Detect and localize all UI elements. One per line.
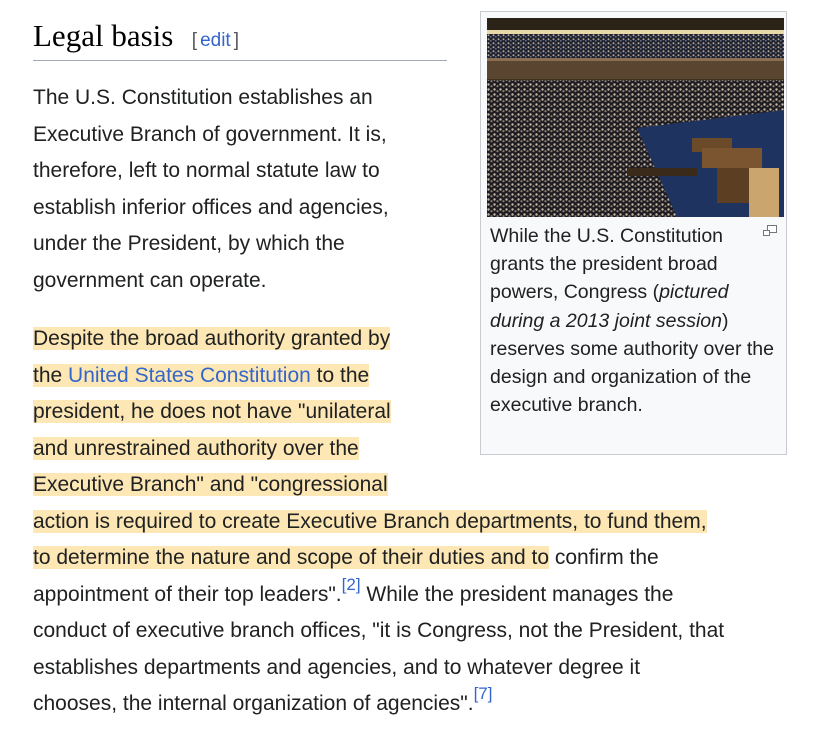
text-line <box>33 574 793 614</box>
citation-link-2[interactable]: [2] <box>341 574 361 594</box>
thumbnail-caption <box>490 222 780 419</box>
highlighted-text: president, he does not have "unilateral <box>33 400 391 423</box>
text-line: government can operate. <box>33 268 267 292</box>
text-line <box>33 686 793 723</box>
caption-text: While the U.S. Constitution grants the president broad powers, Congress ( <box>490 225 724 304</box>
constitution-link[interactable]: United States Constitution <box>68 363 311 387</box>
text-segment: While the president manages the <box>360 582 674 606</box>
text-segment: appointment of their top leaders". <box>33 582 342 606</box>
text-line: establishes departments and agencies, and to whatever degree it <box>33 655 641 679</box>
paragraph-constitution <box>33 80 453 299</box>
thumbnail-box <box>480 11 787 455</box>
congress-joint-session-image[interactable] <box>487 18 784 217</box>
text-line: Executive Branch of government. It is, <box>33 122 387 146</box>
highlighted-text: and unrestrained authority over the <box>33 436 359 460</box>
text-segment: the <box>33 363 69 387</box>
text-line <box>33 504 793 541</box>
text-line <box>33 540 793 577</box>
text-segment: chooses, the internal organization of agencies". <box>33 692 474 715</box>
edit-section <box>192 30 239 51</box>
magnify-clip-icon[interactable] <box>762 224 778 238</box>
text-line: conduct of executive branch offices, "it is Congress, not the President, that <box>33 619 725 642</box>
citation-link-7[interactable]: [7] <box>473 684 493 703</box>
highlighted-text <box>33 364 369 387</box>
text-segment: confirm the <box>549 546 659 569</box>
text-line <box>33 467 793 504</box>
highlighted-text: Executive Branch" and "congressional <box>33 473 388 496</box>
highlighted-text: action is required to create Executive Branch departments, to fund them, <box>33 509 707 533</box>
text-line: The U.S. Constitution establishes an <box>33 86 373 109</box>
edit-bracket-close: ] <box>233 30 239 51</box>
text-line: establish inferior offices and agencies, <box>33 195 389 219</box>
section-heading <box>33 18 447 61</box>
caption-text: ) reserves some authority over the design and organization of the executive branch. <box>490 309 774 417</box>
highlighted-text: Despite the broad authority granted by <box>33 327 391 350</box>
text-line: under the President, by which the <box>33 232 345 255</box>
edit-bracket-open: [ <box>191 30 198 51</box>
caption-italic: pictured during a 2013 joint session <box>490 281 729 332</box>
section-title: Legal basis <box>33 18 174 53</box>
highlighted-text: to determine the nature and scope of their duties and to <box>33 546 550 569</box>
edit-link[interactable]: edit <box>200 30 231 51</box>
text-line: therefore, left to normal statute law to <box>33 159 380 182</box>
text-segment: to the <box>310 363 370 387</box>
